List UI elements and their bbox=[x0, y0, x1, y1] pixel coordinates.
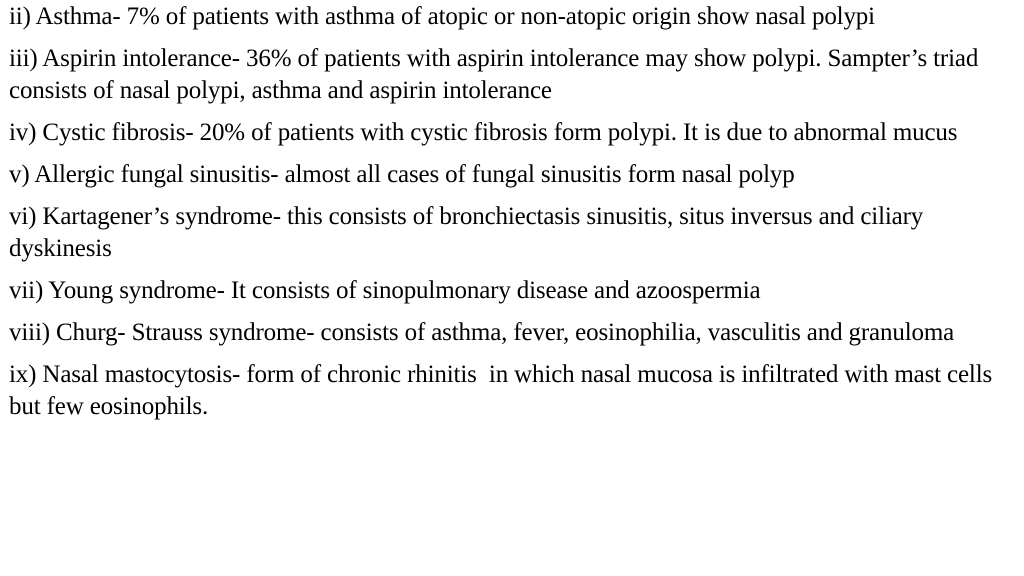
list-item-asthma: ii) Asthma- 7% of patients with asthma of atopic or non-atopic origin show nasal polypi bbox=[9, 3, 875, 30]
list-item-young-syndrome: vii) Young syndrome- It consists of sinopulmonary disease and azoospermia bbox=[9, 277, 761, 304]
list-item-churg-strauss-syndrome: viii) Churg- Strauss syndrome- consists of asthma, fever, eosinophilia, vasculitis and granuloma bbox=[9, 319, 955, 346]
list-item-aspirin-intolerance: iii) Aspirin intolerance- 36% of patients with aspirin intolerance may show polypi. Sampter’s triad consists of nasal polypi, asthma and aspirin intolerance bbox=[9, 45, 985, 104]
list-item-nasal-mastocytosis: ix) Nasal mastocytosis- form of chronic rhinitis in which nasal mucosa is infiltrated with mast cells but few eosinophils. bbox=[9, 361, 999, 420]
list-item-cystic-fibrosis: iv) Cystic fibrosis- 20% of patients with cystic fibrosis form polypi. It is due to abnormal mucus bbox=[9, 119, 958, 146]
causes-list bbox=[9, 1, 1021, 433]
list-item-kartagener-syndrome: vi) Kartagener’s syndrome- this consists of bronchiectasis sinusitis, situs inversus and ciliary dyskinesis bbox=[9, 203, 930, 262]
list-item-allergic-fungal-sinusitis: v) Allergic fungal sinusitis- almost all cases of fungal sinusitis form nasal polyp bbox=[9, 161, 795, 188]
